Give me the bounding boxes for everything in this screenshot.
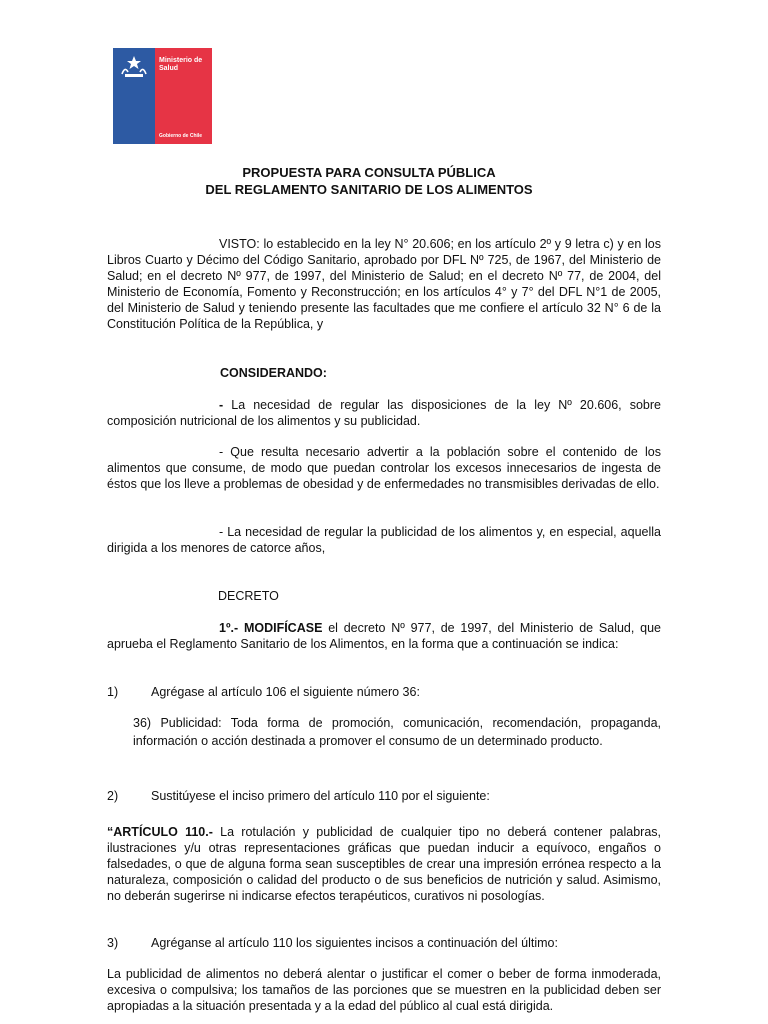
definition-36: 36) Publicidad: Toda forma de promoción, comunicación, recomendación, propaganda, información o acción destinada a promover el consumo de un determinado producto. bbox=[133, 716, 661, 748]
item-1-text: Agrégase al artículo 106 el siguiente número 36: bbox=[151, 685, 420, 699]
decreto-lead bbox=[107, 620, 661, 652]
item-2-text: Sustitúyese el inciso primero del artículo 110 por el siguiente: bbox=[151, 789, 490, 803]
item-3-number: 3) bbox=[107, 936, 119, 950]
ministry-logo bbox=[113, 48, 212, 144]
item-3-text: Agréganse al artículo 110 los siguientes incisos a continuación del último: bbox=[151, 936, 558, 950]
decreto-lead-text: el decreto Nº 977, de 1997, del Ministerio de Salud, que aprueba el Reglamento Sanitario de los Alimentos, en la forma que a continuación se indica: bbox=[107, 621, 661, 651]
coat-of-arms-icon bbox=[119, 54, 149, 80]
title-line-2: DEL REGLAMENTO SANITARIO DE LOS ALIMENTOS bbox=[205, 182, 533, 197]
considerando-dash: - bbox=[219, 398, 224, 412]
logo-blue-panel bbox=[113, 48, 155, 144]
visto-paragraph: VISTO: lo establecido en la ley N° 20.606; en los artículo 2º y 9 letra c) y en los Libros Cuarto y Décimo del Código Sanitario, aprobado por DFL Nº 725, de 1967, del Ministerio de Salud; en el decreto Nº 977, de 1997, del Ministerio de Salud; en el decreto Nº 77, de 2004, del Ministerio de Economía, Fomento y Reconstrucción; en los artículos 4° y 7° del DFL N°1 de 2005, del Ministerio de Salud y teniendo presente las facultades que me confiere el artículo 32 N° 6 de la Constitución Política de la República, y bbox=[107, 237, 661, 331]
ministry-name: Ministerio de Salud bbox=[159, 57, 203, 72]
item-1-number: 1) bbox=[107, 685, 119, 699]
item-2-number: 2) bbox=[107, 789, 119, 803]
title-line-1: PROPUESTA PARA CONSULTA PÚBLICA bbox=[242, 165, 496, 180]
considerando-heading: CONSIDERANDO: bbox=[220, 366, 327, 380]
logo-red-panel bbox=[155, 48, 212, 144]
considerando-item-3: - La necesidad de regular la publicidad de los alimentos y, en especial, aquella dirigida a los menores de catorce años, bbox=[107, 525, 661, 555]
considerando-item-1 bbox=[107, 397, 661, 429]
government-name: Gobierno de Chile bbox=[159, 133, 203, 139]
article-110 bbox=[107, 824, 661, 904]
considerando-item-2: - Que resulta necesario advertir a la población sobre el contenido de los alimentos que consume, de modo que puedan controlar los excesos innecesarios de ingesta de éstos que los lleve a problemas de obesidad y de enfermedades no transmisibles derivadas de ello. bbox=[107, 445, 661, 491]
decreto-lead-bold: 1º.- MODIFÍCASE bbox=[219, 621, 323, 635]
considerando-item-1-text: La necesidad de regular las disposiciones de la ley Nº 20.606, sobre composición nutricional de los alimentos y su publicidad. bbox=[107, 398, 661, 428]
advertising-paragraph: La publicidad de alimentos no deberá alentar o justificar el comer o beber de forma inmoderada, excesiva o compulsiva; los tamaños de las porciones que se muestren en la publicidad deben ser apropiadas a la situación presentada y a la edad del público al cual está dirigida. bbox=[107, 967, 661, 1013]
article-110-text: La rotulación y publicidad de cualquier tipo no deberá contener palabras, ilustraciones y/u otras representaciones gráficas que puedan inducir a equívoco, engaños o falsedades, o que de alguna forma sean susceptibles de crear una impresión errónea respecto a la naturaleza, composición o calidad del producto o de sus beneficios de nutrición y salud. Asimismo, no deberán sugerirse ni indicarse efectos terapéuticos, curativos ni posologías. bbox=[107, 825, 661, 903]
decreto-heading: DECRETO bbox=[218, 589, 279, 603]
article-110-heading: “ARTÍCULO 110.- bbox=[107, 825, 213, 839]
